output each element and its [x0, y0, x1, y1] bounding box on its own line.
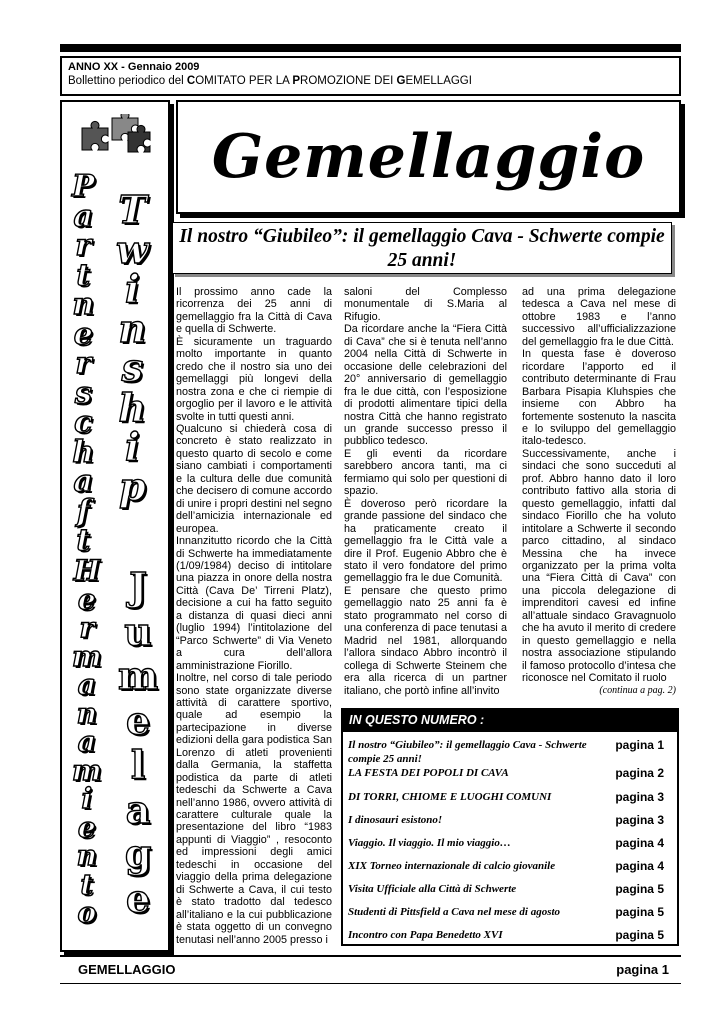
toc-item-page: pagina 4: [615, 859, 664, 873]
paragraph: In questa fase è doveroso ricordare l’apporto ed il contributo determinante di Frau Barbara Pisapia Kluhspies che insieme con Abbro ha fortemente sostenuto la nascita e lo sviluppo del gemellaggio italo-tedesco.: [522, 348, 676, 448]
sidebar-letter: T: [118, 187, 147, 232]
sidebar-letter: h: [118, 384, 147, 430]
sidebar-decorative-column: [60, 100, 170, 952]
sidebar-letter: J: [129, 564, 148, 609]
toc-item-page: pagina 3: [615, 813, 664, 827]
top-rule: [60, 44, 681, 52]
sidebar-letter: m: [118, 653, 159, 698]
sidebar-letter: s: [121, 345, 144, 390]
subtitle-initial-c: C: [186, 75, 196, 87]
subtitle-initial-p: P: [292, 75, 301, 87]
paragraph: E pensare che questo primo gemellaggio nato 25 anni fa è stato programmato nel corso di una conferenza di pace tenutasi a Madrid nel 1981, allorquando l’allora sindaco Abbro incontrò il collega di Schwerte Steinem che era alla ricerca di un partner italiano, che portò infine all’invito: [344, 584, 507, 697]
article-headline-box: [172, 222, 672, 274]
puzzle-logo-icon: [78, 114, 154, 154]
sidebar-letter: t: [80, 867, 94, 901]
paragraph: È doveroso però ricordare la grande passione del sindaco che ha praticamente creato il gemellaggio fra le Città vale a dire il Prof. Eugenio Abbro che è stato il vero fondatore del primo gemellaggio fra le due Comunità.: [344, 497, 507, 585]
sidebar-letter: c: [74, 405, 93, 440]
sidebar-letter: m: [72, 639, 102, 673]
sidebar-letter: n: [76, 839, 97, 872]
toc-item-page: pagina 3: [615, 790, 664, 804]
sidebar-letter: o: [77, 896, 97, 929]
paragraph: E gli eventi da ricordare sarebbero ancora tanti, ma ci fermiamo qui solo per questioni di spazio.: [344, 447, 507, 498]
article-column-1: [176, 286, 332, 946]
toc-item-title: XIX Torneo internazionale di calcio giovanile: [348, 860, 556, 872]
toc-item-title: Studenti di Pittsfield a Cava nel mese di agosto: [348, 906, 561, 918]
subtitle-part: OMITATO PER LA: [195, 75, 293, 87]
sidebar-letter: r: [75, 346, 92, 381]
article-headline: Il nostro “Giubileo”: il gemellaggio Cava - Schwerte compie 25 anni!: [179, 226, 665, 271]
sidebar-letter: e: [73, 316, 93, 352]
subtitle-initial-g: G: [396, 75, 406, 87]
sidebar-letter: e: [77, 582, 96, 616]
footer-title: GEMELLAGGIO: [78, 962, 176, 977]
sidebar-letter: a: [73, 464, 93, 499]
sidebar-letter: h: [72, 434, 95, 470]
toc-item-title: DI TORRI, CHIOME E LUOGHI COMUNI: [348, 791, 552, 803]
sidebar-letter: u: [124, 608, 152, 654]
footer-rule: [60, 983, 681, 984]
toc-item-page: pagina 4: [615, 836, 664, 850]
paragraph: Qualcuno si chiederà cosa di concreto è stato realizzato in questo quarto di secolo e come siano cambiati i comportamenti e la cultura delle due comunità che decisero di comune accordo di unire i propri destini nel segno dell’amicizia internazionale ed europea.: [176, 422, 332, 535]
continued-note: (continua a pag. 2): [599, 684, 676, 696]
sidebar-letter: t: [76, 257, 91, 293]
toc-item-page: pagina 5: [615, 882, 664, 896]
toc-item-page: pagina 1: [615, 738, 664, 752]
sidebar-letter: i: [125, 266, 140, 311]
subtitle-part: EMELLAGGI: [405, 75, 472, 87]
vertical-word-jumelage: [118, 565, 158, 921]
masthead-title: Gemellaggio: [211, 122, 646, 192]
sidebar-letter: a: [77, 725, 96, 758]
bulletin-subtitle: [68, 74, 673, 88]
vertical-word-partnerschaft: [72, 169, 95, 558]
sidebar-letter: r: [79, 611, 95, 644]
toc-heading: IN QUESTO NUMERO :: [343, 710, 677, 732]
toc-item-title: Il nostro “Giubileo”: il gemellaggio Cava - Schwerte compie 25 anni!: [348, 739, 587, 765]
sidebar-letter: i: [125, 424, 140, 469]
sidebar-letter: i: [81, 782, 93, 815]
sidebar-letter: r: [75, 228, 92, 263]
toc-item-page: pagina 2: [615, 766, 664, 780]
paragraph: ad una prima delegazione tedesca a Cava nel mese di ottobre 1983 e l’anno successivo all’ufficializzazione del gemellaggio fra le due Città.: [522, 286, 676, 348]
table-of-contents: [341, 708, 679, 946]
issue-date: ANNO XX - Gennaio 2009: [68, 61, 200, 73]
sidebar-letter: n: [76, 696, 97, 730]
issue-header: [60, 56, 681, 96]
paragraph: Inoltre, nel corso di tale periodo sono state organizzate diverse attività di carattere sportivo, quale ad esempio la partecipazione in diverse edizioni della gara podistica San Lorenzo di atleti provenienti dalla Germania, la staffetta podistica da parte di atleti tedeschi da Schwerte a Cava nell’anno 1986, ovvero attività di carattere culturale quale la presentazione del libro “1983 appunti di Viaggio” , resoconto ed impressioni degli amici tedeschi in occasione del viaggio della prima delegazione di Schwerte a Cava, il cui testo è stato tradotto dal tedesco all’italiano e la cui pubblicazione è stata oggetto di un convegno tenutasi nell’anno 2005 presso i: [176, 672, 332, 946]
sidebar-letter: P: [72, 169, 95, 204]
subtitle-part: ROMOZIONE DEI: [300, 75, 397, 87]
paragraph: Innanzitutto ricordo che la Città di Schwerte ha immediatamente (1/09/1984) deciso di intitolare una piazza in onore della nostra Città (Cava De’ Tirreni Platz), decisione a cui ha fatto seguito a distanza di quasi dieci anni (luglio 1994) l’intitolazione del “Parco Schwerte” di Via Veneto a cura dell’allora amministrazione Fiorillo.: [176, 535, 332, 672]
toc-item-page: pagina 5: [615, 928, 664, 942]
paragraph: Il prossimo anno cade la ricorrenza dei 25 anni di gemellaggio fra la Città di Cava e quella di Schwerte.: [176, 286, 332, 336]
paragraph: Successivamente, anche i sindaci che sono succeduti al prof. Abbro hanno dato il loro contributo fattivo alla storia di questo gemellaggio, infatti dal sindaco Fiorillo che ha voluto intitolare a Schwerte il secondo parco cittadino, al sindaco Messina che ha invece organizzato per la prima volta una “Fiera Città di Cava” con una piccola delegazione di imprenditori cavesi ed infine all’attuale sindaco Gravagnuolo che ha avuto il merito di credere in questo gemellaggio e nella nostra associazione stipulando il famoso protocollo d’intesa che riconosce nel Comitato il ruolo: [522, 447, 676, 685]
sidebar-letter: p: [119, 463, 146, 509]
sidebar-letter: n: [118, 305, 147, 351]
footer-page-number: pagina 1: [616, 962, 669, 977]
sidebar-letter: f: [76, 493, 90, 529]
sidebar-letter: a: [125, 786, 151, 832]
sidebar-letter: g: [124, 831, 152, 876]
sidebar-letter: e: [126, 875, 151, 921]
sidebar-letter: w: [116, 226, 149, 272]
sidebar-letter: n: [72, 287, 95, 322]
subtitle-prefix: Bollettino periodico del: [68, 75, 187, 87]
sidebar-letter: a: [77, 668, 96, 701]
sidebar-letter: e: [77, 810, 96, 844]
paragraph: saloni del Complesso monumentale di S.Maria al Rifugio.: [344, 286, 507, 323]
toc-item-title: Incontro con Papa Benedetto XVI: [348, 929, 503, 941]
toc-item-title: I dinosauri esistono!: [348, 814, 443, 826]
toc-item-title: Viaggio. Il viaggio. Il mio viaggio…: [348, 837, 511, 849]
paragraph: È sicuramente un traguardo molto importante in quanto credo che il nostro sia uno dei gemellaggi più longevi della nostra zona e che ci riempie di orgoglio per il lavoro e le attività svolte in tutti questi anni.: [176, 335, 332, 423]
sidebar-letter: a: [73, 198, 93, 234]
sidebar-letter: l: [130, 742, 146, 787]
toc-item-page: pagina 5: [615, 905, 664, 919]
page-footer: [60, 955, 681, 981]
masthead: [176, 100, 681, 214]
vertical-word-twinship: [116, 187, 149, 509]
toc-item-title: Visita Ufficiale alla Città di Schwerte: [348, 883, 517, 895]
article-column-2: [344, 286, 507, 697]
sidebar-letter: e: [126, 697, 151, 743]
sidebar-letter: s: [74, 375, 92, 411]
sidebar-letter: t: [76, 523, 91, 558]
vertical-word-hermanamiento: [72, 554, 102, 929]
article-column-3: [522, 286, 676, 697]
toc-item-title: LA FESTA DEI POPOLI DI CAVA: [348, 767, 509, 779]
paragraph: Da ricordare anche la “Fiera Città di Cava” che si è tenuta nell’anno 2004 nella Città di Schwerte in occasione delle celebrazioni del 20° anniversario di gemellaggio fra le due città, con l’esposizione di prodotti alimentare tipici della nostra Città che hanno registrato un grande successo presso il pubblico tedesco.: [344, 323, 507, 448]
sidebar-letter: m: [72, 753, 102, 787]
sidebar-letter: H: [73, 554, 101, 587]
